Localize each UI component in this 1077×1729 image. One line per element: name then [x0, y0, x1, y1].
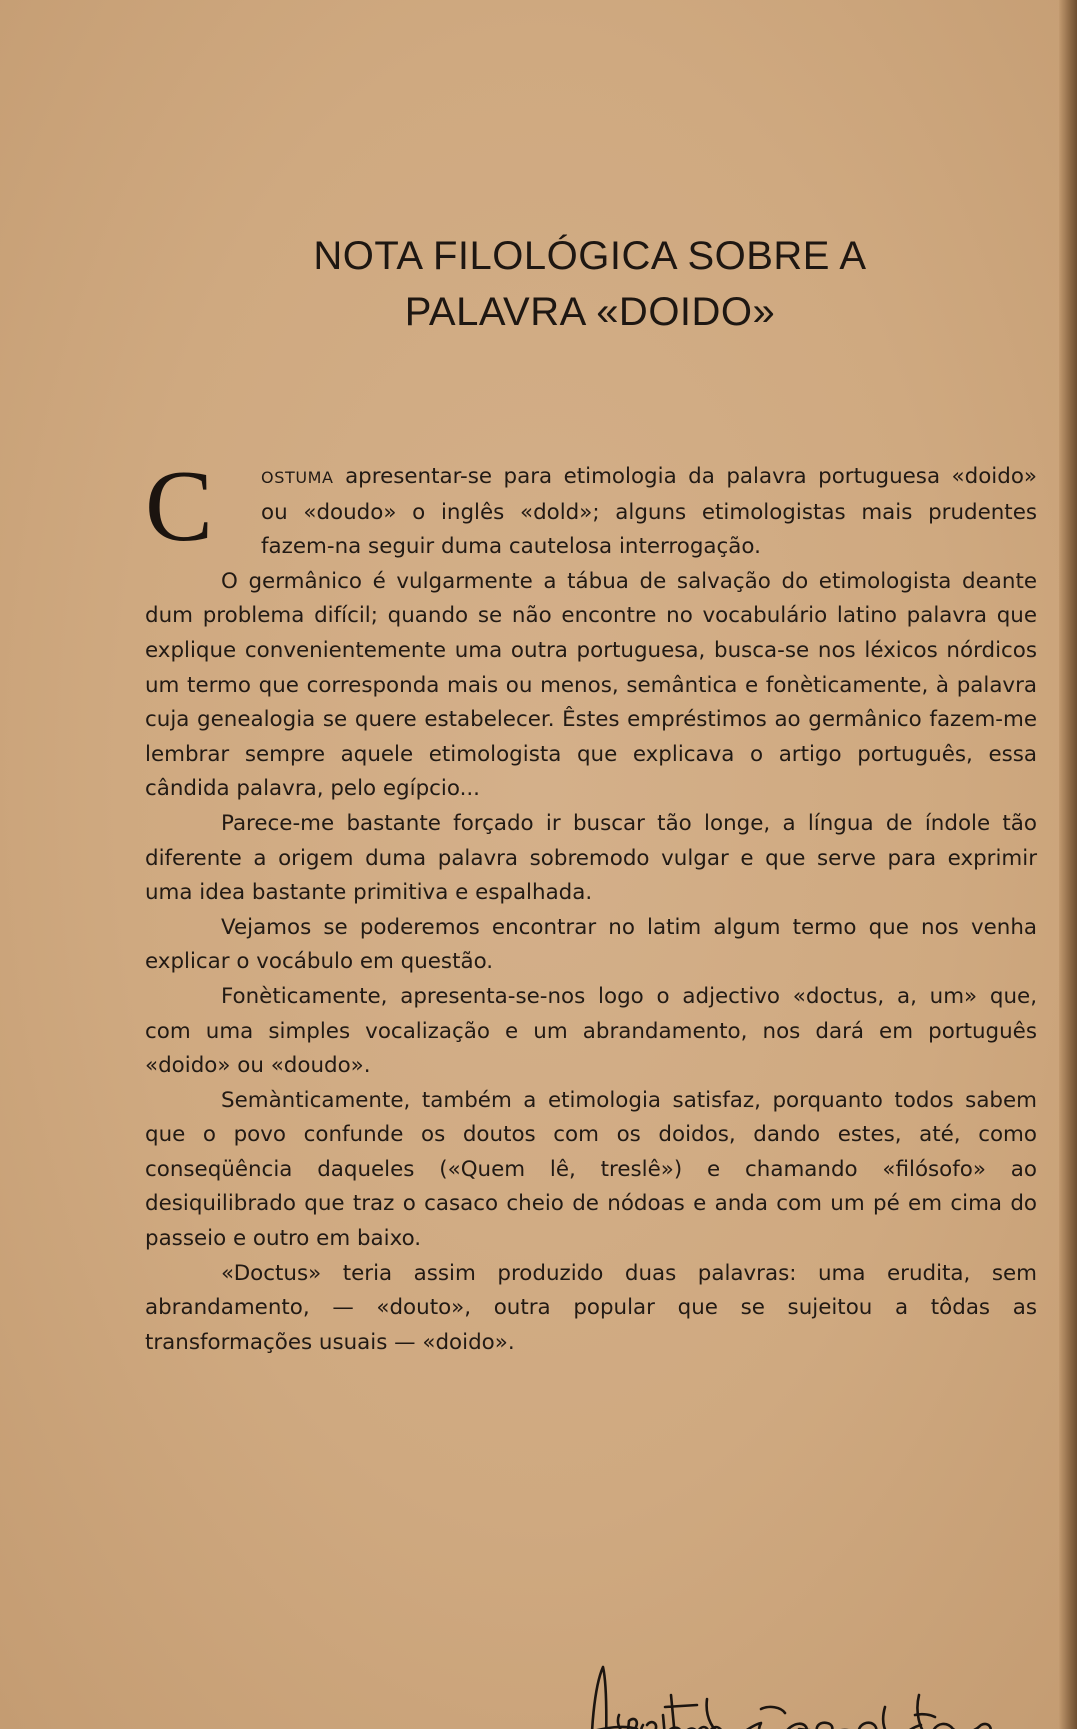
paragraph-1: [145, 450, 1037, 565]
article-title: [140, 228, 1040, 340]
paragraph-4: Vejamos se poderemos encontrar no latim algum termo que nos venha explicar o vocábulo em questão.: [145, 914, 1037, 975]
paragraph-2: O germânico é vulgarmente a tábua de salvação do etimologista deante dum problema difícil; quando se não encontre no vocabulário latino palavra que explique convenientemente uma outra portuguesa, busca-se nos léxicos nórdicos um termo que corresponda mais ou menos, semântica e fonèticamente, à palavra cuja genealogia se quere estabelecer. Êstes empréstimos ao germânico fazem-me lembrar sempre aquele etimologista que explicava o artigo português, essa cândida palavra, pelo egípcio...: [145, 568, 1037, 802]
paragraph-7: «Doctus» teria assim produzido duas palavras: uma erudita, sem abrandamento, — «douto», outra popular que se sujeitou a tôdas as transformações usuais — «doido».: [145, 1260, 1037, 1355]
paragraph-5: Fonèticamente, apresenta-se-nos logo o adjectivo «doctus, a, um» que, com uma simples vocalização e um abrandamento, nos dará em português «doido» ou «doudo».: [145, 983, 1037, 1079]
paragraph-1-text: apresentar-se para etimologia da palavra portuguesa «doido» ou «doudo» o inglês «dold»; alguns etimologistas mais prudentes fazem-na seguir duma cautelosa interrogação.: [261, 464, 1037, 560]
paragraph-6: Semànticamente, também a etimologia satisfaz, porquanto todos sabem que o povo confunde os doutos com os doidos, dando estes, até, como conseqüência daqueles («Quem lê, treslê») e chamando «filósofo» ao desiquilibrado que traz o casaco cheio de nódoas e anda com um pé em cima do passeio e outro em baixo.: [145, 1087, 1037, 1252]
page-edge: [1059, 0, 1077, 1729]
title-line-2: PALAVRA «DOIDO»: [404, 290, 776, 334]
paragraph-3: Parece-me bastante forçado ir buscar tão longe, a língua de índole tão diferente a origem duma palavra sobremodo vulgar e que serve para exprimir uma idea bastante primitiva e espalhada.: [145, 810, 1037, 906]
drop-cap: C: [145, 450, 214, 563]
signature-image: [585, 1655, 1025, 1729]
article-body: [145, 450, 1037, 1360]
lead-small-caps: OSTUMA: [261, 468, 334, 487]
title-line-1: NOTA FILOLÓGICA SOBRE A: [313, 234, 867, 278]
handwritten-signature: [585, 1655, 1025, 1729]
